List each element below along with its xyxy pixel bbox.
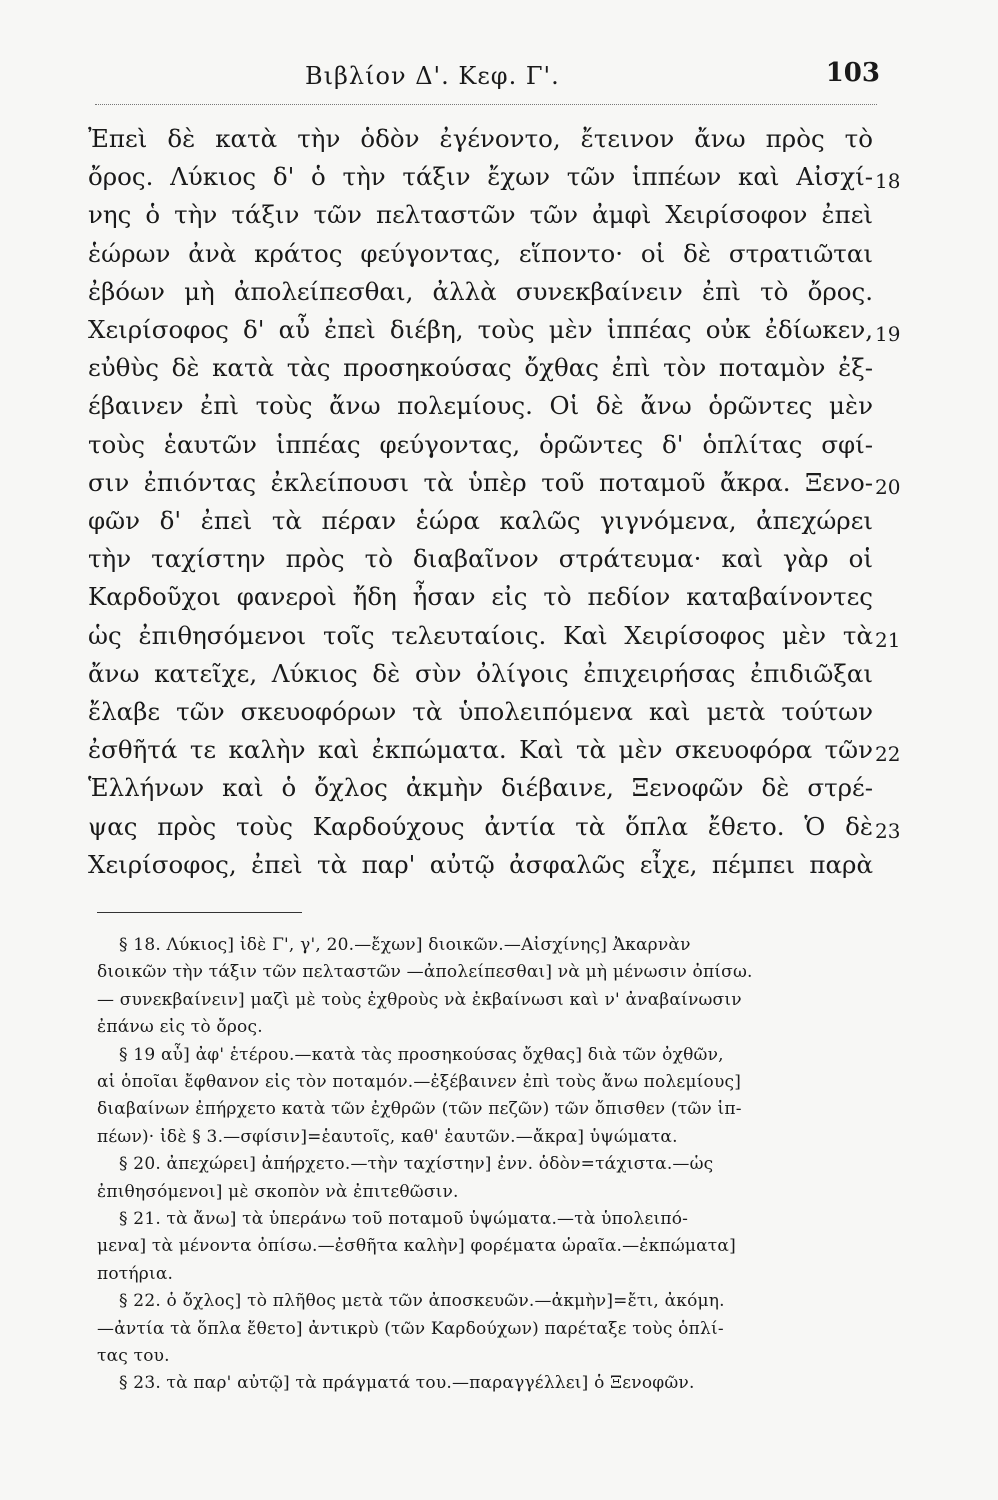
text-line-content: ψας πρὸς τοὺς Καρδούχους ἀντία τὰ ὅπλα ἔθετο. Ὁ δὲ <box>88 811 873 841</box>
footnote-line: ποτήρια. <box>97 1263 174 1284</box>
text-line <box>88 349 888 387</box>
text-line-content: Χειρίσοφος, ἐπεὶ τὰ παρ' αὐτῷ ἀσφαλῶς εἶχε, πέμπει παρὰ <box>88 849 873 879</box>
text-line <box>88 273 888 311</box>
section-number: 22 <box>875 742 901 767</box>
text-line <box>88 693 888 731</box>
text-line-content: Καρδοῦχοι φανεροὶ ἤδη ἦσαν εἰς τὸ πεδίον καταβαίνοντες <box>88 582 873 612</box>
footnote-line: — συνεκβαίνειν] μαζὶ μὲ τοὺς ἐχθροὺς νὰ ἐκβαίνωσι καὶ ν' ἀναβαίνωσιν <box>97 989 742 1010</box>
footnote-line: διοικῶν τὴν τάξιν τῶν πελταστῶν —ἀπολείπεσθαι] νὰ μὴ μένωσιν ὀπίσω. <box>97 962 753 983</box>
footnote-line: § 23. τὰ παρ' αὐτῷ] τὰ πράγματά του.—παραγγέλλει] ὁ Ξενοφῶν. <box>119 1373 695 1394</box>
text-line-content: Ἑλλήνων καὶ ὁ ὄχλος ἀκμὴν διέβαινε, Ξενοφῶν δὲ στρέ- <box>88 773 873 803</box>
text-line-content: ὄρος. Λύκιος δ' ὁ τὴν τάξιν ἔχων τῶν ἱππέων καὶ Αἰσχί- <box>88 162 873 192</box>
text-line-content: Χειρίσοφος δ' αὖ ἐπεὶ διέβη, τοὺς μὲν ἱππέας οὐκ ἐδίωκεν, <box>88 315 873 344</box>
footnote-line: § 19 αὖ] ἀφ' ἑτέρου.—κατὰ τὰς προσηκούσας ὄχθας] διὰ τῶν ὀχθῶν, <box>119 1044 724 1065</box>
text-line <box>88 120 888 158</box>
footnote-line: —ἀντία τὰ ὅπλα ἔθετο] ἀντικρὺ (τῶν Καρδούχων) παρέταξε τοὺς ὁπλί- <box>97 1318 724 1339</box>
footnote-line: τας του. <box>97 1346 170 1366</box>
text-line <box>88 540 888 578</box>
footnote-line: ἐπάνω εἰς τὸ ὄρος. <box>97 1017 263 1038</box>
section-number: 20 <box>875 474 901 499</box>
text-line <box>88 158 901 196</box>
running-title: Βιβλίον Δ'. Κεφ. Γ'. <box>305 62 560 90</box>
text-line <box>88 196 888 234</box>
text-line <box>88 617 901 655</box>
text-line-content: Ἐπεὶ δὲ κατὰ τὴν ὁδὸν ἐγένοντο, ἔτεινον ἄνω πρὸς τὸ <box>88 124 873 153</box>
text-line-content: έβαινεν ἐπὶ τοὺς ἄνω πολεμίους. Οἱ δὲ ἄνω ὁρῶντες μὲν <box>88 391 873 421</box>
section-number: 19 <box>875 322 901 346</box>
header-divider <box>95 104 877 105</box>
footnote-line: αἱ ὁποῖαι ἔφθανον εἰς τὸν ποταμόν.—ἐξέβαινεν ἐπὶ τοὺς ἄνω πολεμίους] <box>97 1072 742 1092</box>
text-line-content: τοὺς ἑαυτῶν ἱππέας φεύγοντας, ὁρῶντες δ' ὁπλίτας σφί- <box>88 429 873 459</box>
text-line <box>88 731 901 769</box>
section-number: 18 <box>875 169 901 194</box>
footnote-line: πέων)· ἰδὲ § 3.—σφίσιν]=ἑαυτοῖς, καθ' ἑαυτῶν.—ἄκρα] ὑψώματα. <box>97 1126 678 1147</box>
running-head <box>90 58 880 102</box>
footnote-line: § 20. ἀπεχώρει] ἀπήρχετο.—τὴν ταχίστην] ἐνν. ὁδὸν=τάχιστα.—ὡς <box>119 1154 714 1175</box>
text-line <box>88 235 888 273</box>
text-line-content: ἄνω κατεῖχε, Λύκιος δὲ σὺν ὀλίγοις ἐπιχειρήσας ἐπιδιῶξαι <box>88 658 873 688</box>
text-line <box>88 808 901 846</box>
text-line <box>88 464 901 502</box>
text-line-content: τὴν ταχίστην πρὸς τὸ διαβαῖνον στράτευμα· καὶ γὰρ οἱ <box>88 544 873 574</box>
text-line <box>88 502 888 540</box>
footnote-line: § 21. τὰ ἄνω] τὰ ὑπεράνω τοῦ ποταμοῦ ὑψώματα.—τὰ ὑπολειπό- <box>119 1209 689 1229</box>
text-line <box>88 655 888 693</box>
footnote-line: § 22. ὁ ὄχλος] τὸ πλῆθος μετὰ τῶν ἀποσκευῶν.—ἀκμὴν]=ἔτι, ἀκόμη. <box>119 1291 725 1312</box>
footnote-line: μενα] τὰ μένοντα ὀπίσω.—ἐσθῆτα καλὴν] φορέματα ὡραῖα.—ἐκπώματα] <box>97 1236 736 1257</box>
footnote-line: διαβαίνων ἐπήρχετο κατὰ τῶν ἐχθρῶν (τῶν πεζῶν) τῶν ὄπισθεν (τῶν ἱπ- <box>97 1099 742 1120</box>
section-number: 23 <box>875 818 901 843</box>
text-line <box>88 311 901 349</box>
section-number: 21 <box>875 627 901 652</box>
text-line <box>88 387 888 425</box>
text-line-content: εὐθὺς δὲ κατὰ τὰς προσηκούσας ὄχθας ἐπὶ τὸν ποταμὸν ἐξ- <box>88 353 873 383</box>
footnote-divider <box>97 912 302 913</box>
text-line <box>88 578 888 616</box>
text-line-content: ἐσθῆτά τε καλὴν καὶ ἐκπώματα. Καὶ τὰ μὲν σκευοφόρα τῶν <box>88 735 873 765</box>
page-number: 103 <box>825 58 880 88</box>
text-line-content: ὡς ἐπιθησόμενοι τοῖς τελευταίοις. Καὶ Χειρίσοφος μὲν τὰ <box>88 620 873 650</box>
text-line <box>88 846 888 884</box>
text-line-content: σιν ἐπιόντας ἐκλείπουσι τὰ ὑπὲρ τοῦ ποταμοῦ ἄκρα. Ξενο- <box>88 467 873 497</box>
text-line <box>88 769 888 807</box>
text-line <box>88 426 888 464</box>
text-line-content: ἑώρων ἀνὰ κράτος φεύγοντας, εἵποντο· οἱ δὲ στρατιῶται <box>88 238 873 268</box>
text-line-content: φῶν δ' ἐπεὶ τὰ πέραν ἑώρα καλῶς γιγνόμενα, ἀπεχώρει <box>88 506 873 535</box>
text-line-content: ἐβόων μὴ ἀπολείπεσθαι, ἀλλὰ συνεκβαίνειν ἐπὶ τὸ ὄρος. <box>88 276 873 306</box>
footnote-line: ἐπιθησόμενοι] μὲ σκοπὸν νὰ ἐπιτεθῶσιν. <box>97 1181 459 1202</box>
footnote-line: § 18. Λύκιος] ἰδὲ Γ', γ', 20.—ἔχων] διοικῶν.—Αἰσχίνης] Ἀκαρνὰν <box>119 935 691 955</box>
text-line-content: ἔλαβε τῶν σκευοφόρων τὰ ὑπολειπόμενα καὶ μετὰ τούτων <box>88 697 873 726</box>
text-line-content: νης ὁ τὴν τάξιν τῶν πελταστῶν τῶν ἀμφὶ Χειρίσοφον ἐπεὶ <box>88 200 873 230</box>
